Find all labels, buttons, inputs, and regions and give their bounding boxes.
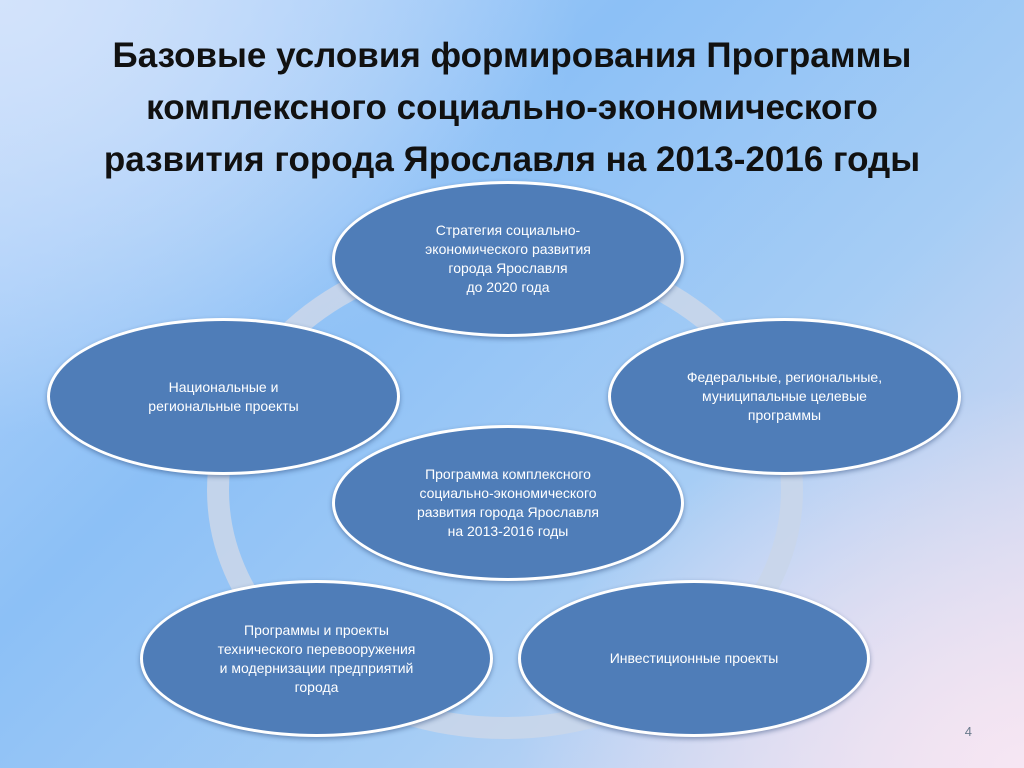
node-text-line: города Ярославля [448, 260, 568, 276]
node-text-line: развития города Ярославля [417, 504, 599, 520]
node-text-line: муниципальные целевые [702, 388, 867, 404]
node-text-line: Национальные и [168, 378, 279, 395]
node-text-line: до 2020 года [466, 279, 550, 295]
node-modernization-programs[interactable] [140, 580, 493, 737]
node-text-line: Программа комплексного [425, 466, 591, 482]
node-text-line: города [294, 678, 339, 695]
node-strategy-2020[interactable] [332, 181, 684, 337]
node-text-line: Программы и проекты [244, 621, 389, 638]
node-text-line: социально-экономического [419, 485, 597, 501]
node-text-line: экономического развития [425, 241, 591, 257]
node-text-line: Инвестиционные проекты [609, 650, 779, 666]
title-line-1: Базовые условия формирования Программы [112, 36, 912, 75]
node-national-regional-projects[interactable] [47, 318, 400, 475]
node-text-line: технического перевооружения [217, 640, 416, 657]
slide-number: 4 [964, 724, 972, 739]
title-line-2: комплексного социально-экономического [146, 88, 878, 127]
node-text-line: региональные проекты [148, 397, 299, 414]
title-line-3: развития города Ярославля на 2013-2016 годы [103, 140, 921, 179]
node-text-line: и модернизации предприятий [219, 659, 414, 676]
node-central-program[interactable] [332, 425, 684, 581]
node-investment-projects[interactable] [518, 580, 870, 737]
node-text-line: на 2013-2016 годы [447, 523, 569, 539]
node-text-line: Стратегия социально- [435, 222, 581, 238]
node-text-line: Федеральные, региональные, [686, 369, 883, 385]
node-target-programs[interactable] [608, 318, 961, 475]
node-text-line: программы [747, 407, 822, 423]
